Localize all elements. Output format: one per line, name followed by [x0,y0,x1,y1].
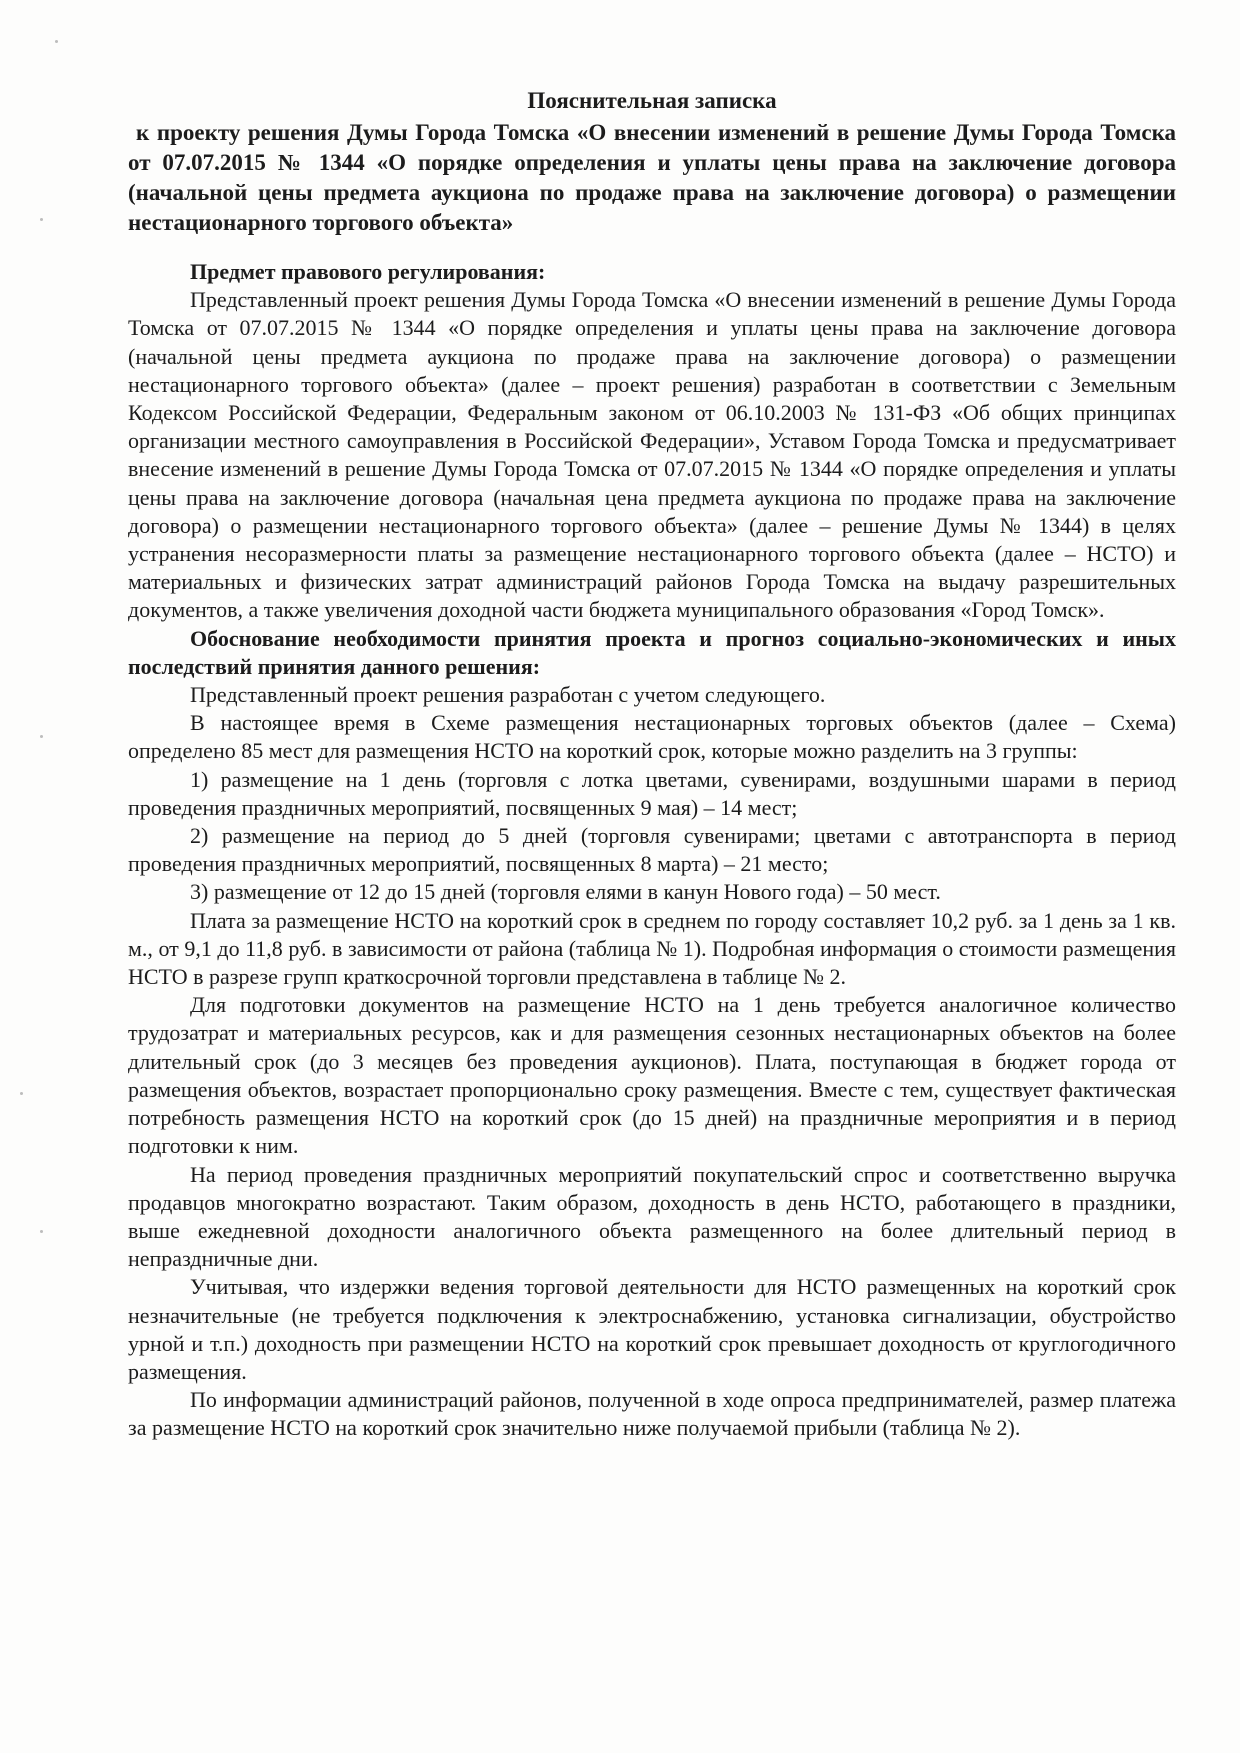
list-item: 2) размещение на период до 5 дней (торговля сувенирами; цветами с автотранспорта в период проведения праздничных мероприятий, посвященных 8 марта) – 21 место; [128,823,1176,877]
list-item: 1) размещение на 1 день (торговля с лотка цветами, сувенирами, воздушными шарами в период проведения праздничных мероприятий, посвященных 9 мая) – 14 мест; [128,766,1176,820]
paragraph: Представленный проект решения Думы Города Томска «О внесении изменений в решение Думы Города Томска от 07.07.2015 № 1344 «О порядке определения и уплаты цены права на заключение договора (начальной цены предмета аукциона по продаже права на заключение договора) о размещении нестационарного торгового объекта» (далее – проект решения) разработан в соответствии с Земельным Кодексом Российской Федерации, Федеральным законом от 06.10.2003 № 131-ФЗ «Об общих принципах организации местного самоуправления в Российской Федерации», Уставом Города Томска и предусматривает внесение изменений в решение Думы Города Томска от 07.07.2015 № 1344 «О порядке определения и уплаты цены права на заключение договора (начальная цена предмета аукциона по продаже права на заключение договора) о размещении нестационарного торгового объекта» (далее – решение Думы № 1344) в целях устранения несоразмерности платы за размещение нестационарного торгового объекта (далее – НСТО) и материальных и физических затрат администраций районов Города Томска на выдачу разрешительных документов, а также увеличения доходной части бюджета муниципального образования «Город Томск». [128,287,1176,623]
section-heading: Обоснование необходимости принятия проекта и прогноз социально-экономических и иных последствий принятия данного решения: [128,625,1176,679]
document-header [128,86,1176,238]
scan-speck [40,735,43,738]
scan-speck [40,1230,43,1233]
scan-speck [40,218,43,221]
paragraph: В настоящее время в Схеме размещения нестационарных торговых объектов (далее – Схема) определено 85 мест для размещения НСТО на короткий срок, которые можно разделить на 3 группы: [128,710,1176,764]
document-subtitle: к проекту решения Думы Города Томска «О внесении изменений в решение Думы Города Томска от 07.07.2015 № 1344 «О порядке определения и уплаты цены права на заключение договора (начальной цены предмета аукциона по продаже права на заключение договора) о размещении нестационарного торгового объекта» [128,120,1176,235]
paragraph: На период проведения праздничных мероприятий покупательский спрос и соответственно выручка продавцов многократно возрастают. Таким образом, доходность в день НСТО, работающего в праздники, выше ежедневной доходности аналогичного объекта размещенного на более длительный период в непраздничные дни. [128,1161,1176,1272]
document-title: Пояснительная записка [527,88,777,113]
paragraph: По информации администраций районов, полученной в ходе опроса предпринимателей, размер платежа за размещение НСТО на короткий срок значительно ниже получаемой прибыли (таблица № 2). [128,1387,1176,1441]
paragraph: Учитывая, что издержки ведения торговой деятельности для НСТО размещенных на короткий срок незначительные (не требуется подключения к электроснабжению, установка сигнализации, обустройство урной и т.п.) доходность при размещении НСТО на короткий срок превышает доходность от круглогодичного размещения. [128,1274,1176,1384]
section-heading: Предмет правового регулирования: [190,259,546,284]
paragraph: Для подготовки документов на размещение НСТО на 1 день требуется аналогичное количество трудозатрат и материальных ресурсов, как и для размещения сезонных нестационарных объектов на более длительный срок (до 3 месяцев без проведения аукционов). Плата, поступающая в бюджет города от размещения объектов, возрастает пропорционально сроку размещения. Вместе с тем, существует фактическая потребность размещения НСТО на короткий срок (до 15 дней) на праздничные мероприятия и в период подготовки к ним. [128,992,1176,1159]
paragraph: Представленный проект решения разработан с учетом следующего. [190,682,826,708]
paragraph: Плата за размещение НСТО на короткий срок в среднем по городу составляет 10,2 руб. за 1 день за 1 кв. м., от 9,1 до 11,8 руб. в зависимости от района (таблица № 1). Подробная информация о стоимости размещения НСТО в разрезе групп краткосрочной торговли представлена в таблице № 2. [128,907,1176,990]
list-item: 3) размещение от 12 до 15 дней (торговля елями в канун Нового года) – 50 мест. [190,879,941,905]
document-body [128,258,1176,1443]
scan-speck [20,1092,23,1095]
scan-speck [55,40,58,43]
